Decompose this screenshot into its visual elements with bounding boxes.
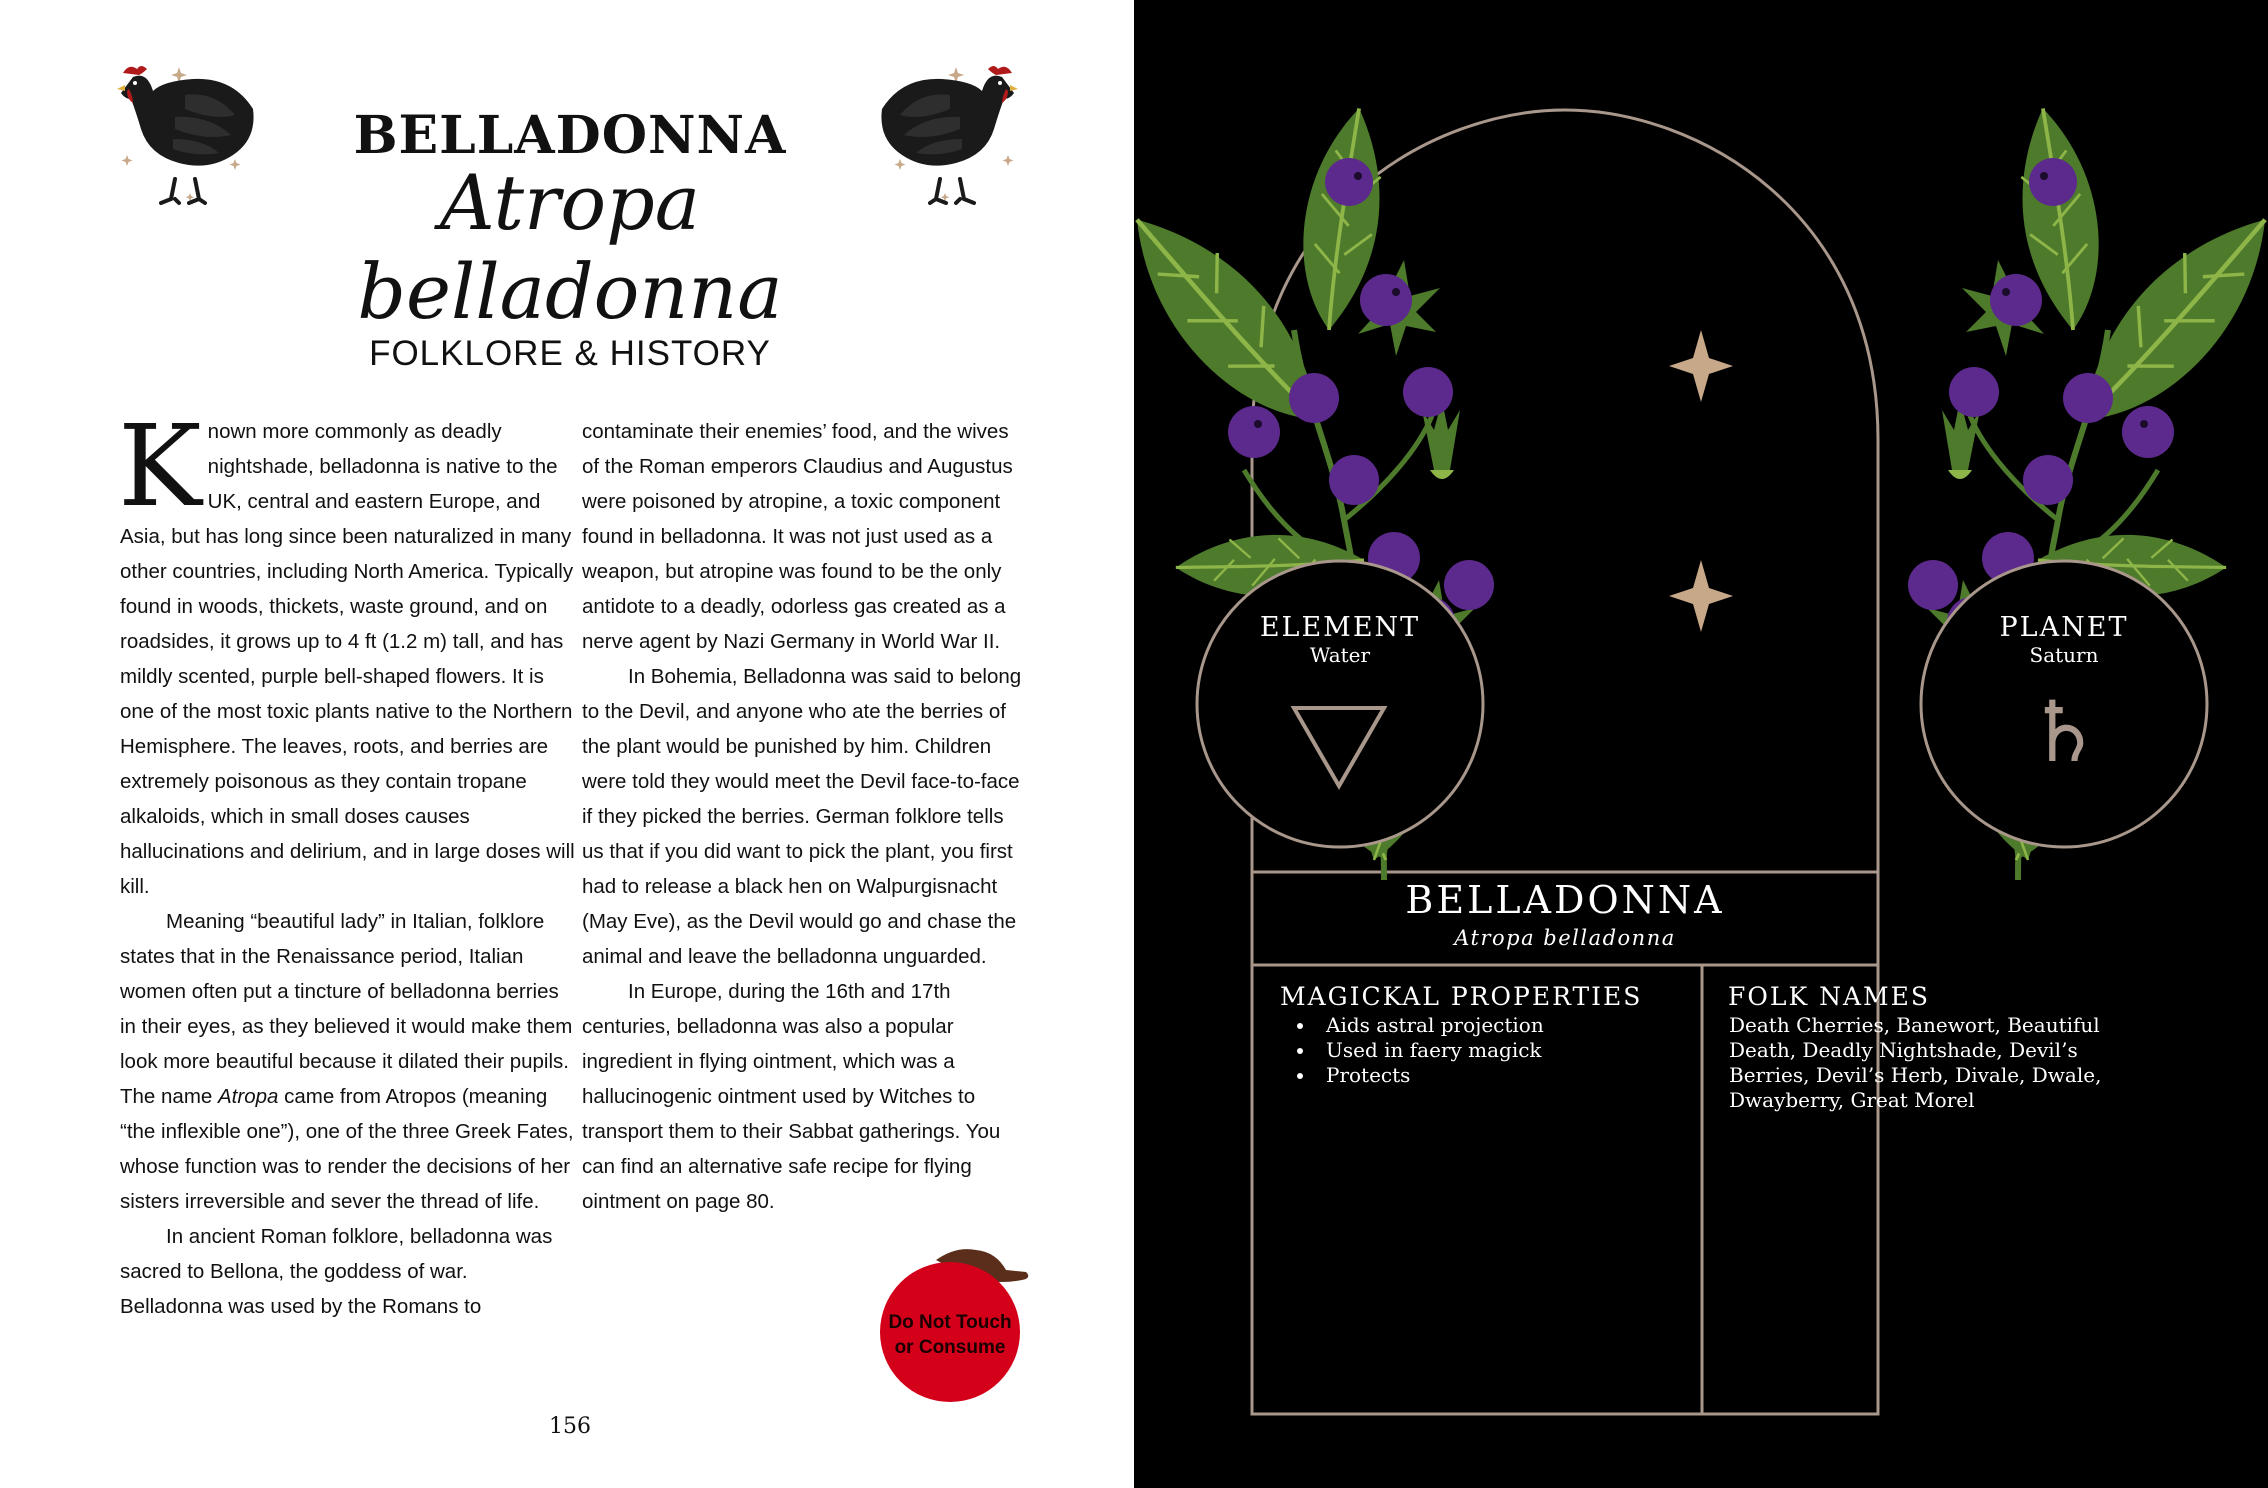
drop-cap: K <box>118 402 202 532</box>
section-heading: FOLKLORE & HISTORY <box>369 334 771 373</box>
magickal-properties-heading: MAGICKAL PROPERTIES <box>1280 982 1643 1011</box>
element-label: ELEMENT <box>1259 612 1421 643</box>
paragraph: Meaning “beautiful lady” in Italian, folklore states that in the Renaissance period, Italian women often put a tincture of belladonna berries in their eyes, as they believed it would make them look more beautiful because it dilated their pupils. The name Atropa came from Atropos (meaning “the inflexible one”), one of the three Greek Fates, whose function was to render the decisions of her sisters irreversible and sever the thread of life. <box>120 910 574 1213</box>
paragraph: contaminate their enemies’ food, and the wives of the Roman emperors Claudius and Augustus were poisoned by atropine, a toxic component found in belladonna. It was not just used as a weapon, but atropine was found to be the only antidote to a deadly, odorless gas created as a nerve agent by Nazi Germany in World War II. <box>582 420 1013 653</box>
element-value: Water <box>1309 643 1371 667</box>
text-column-2 <box>582 414 1022 1219</box>
warning-text: Do Not Touch or Consume <box>888 1312 1012 1358</box>
page-number: 156 <box>549 1414 591 1439</box>
warning-badge <box>870 1210 1040 1410</box>
card-title: BELLADONNA <box>1405 878 1725 922</box>
saturn-icon: ♄ <box>2026 683 2102 781</box>
right-page <box>1134 0 2268 1488</box>
list-item: • Aids astral projection <box>1316 1013 1586 1038</box>
text-column-1 <box>118 402 575 1324</box>
list-item: • Used in faery magick <box>1316 1038 1586 1063</box>
planet-label-block <box>1949 612 2179 667</box>
paragraph: In Bohemia, Belladonna was said to belong to the Devil, and anyone who ate the berries of the plant would be punished by him. Children were told they would meet the Devil face-to-face if they picked the berries. German folklore tells us that if you did want to pick the plant, you first had to release a black hen on Walpurgisnacht (May Eve), as the Devil would go and chase the animal and leave the belladonna unguarded. <box>582 665 1022 968</box>
folk-names-text: Death Cherries, Banewort, Beautiful Death, Deadly Nightshade, Devil’s Berries, Devil’s Herb, Divale, Dwale, Dwayberry, Great Morel <box>1729 1013 2102 1112</box>
paragraph: In ancient Roman folklore, belladonna was sacred to Bellona, the goddess of war. Belladonna was used by the Romans to <box>120 1225 553 1318</box>
page-title: BELLADONNA <box>353 105 787 166</box>
element-label-block <box>1225 612 1455 667</box>
list-item: • Protects <box>1316 1063 1586 1088</box>
black-hen-illustration <box>115 55 265 215</box>
planet-value: Saturn <box>2029 643 2099 667</box>
black-hen-illustration <box>870 55 1020 215</box>
planet-label: PLANET <box>1999 612 2129 643</box>
folk-names-heading: FOLK NAMES <box>1728 982 1930 1011</box>
paragraph: Known more commonly as deadly nightshade, belladonna is native to the UK, central and eastern Europe, and Asia, but has long since been naturalized in many other countries, including North America. Typically found in woods, thickets, waste ground, and on roadsides, it grows up to 4 ft (1.2 m) tall, and has mildly scented, purple bell-shaped flowers. It is one of the most toxic plants native to the Northern Hemisphere. The leaves, roots, and berries are extremely poisonous as they contain tropane alkaloids, which in small doses causes hallucinations and delirium, and in large doses will kill. <box>118 402 575 898</box>
card-latin-name: Atropa belladonna <box>1454 926 1676 950</box>
paragraph: In Europe, during the 16th and 17th centuries, belladonna was also a popular ingredient in flying ointment, which was a hallucinogenic ointment used by Witches to transport them to their Sabbat gatherings. You can find an alternative safe recipe for flying ointment on page 80. <box>582 980 1001 1213</box>
magickal-properties-list <box>1282 1013 1586 1088</box>
latin-name: Atropa belladonna <box>357 158 783 336</box>
